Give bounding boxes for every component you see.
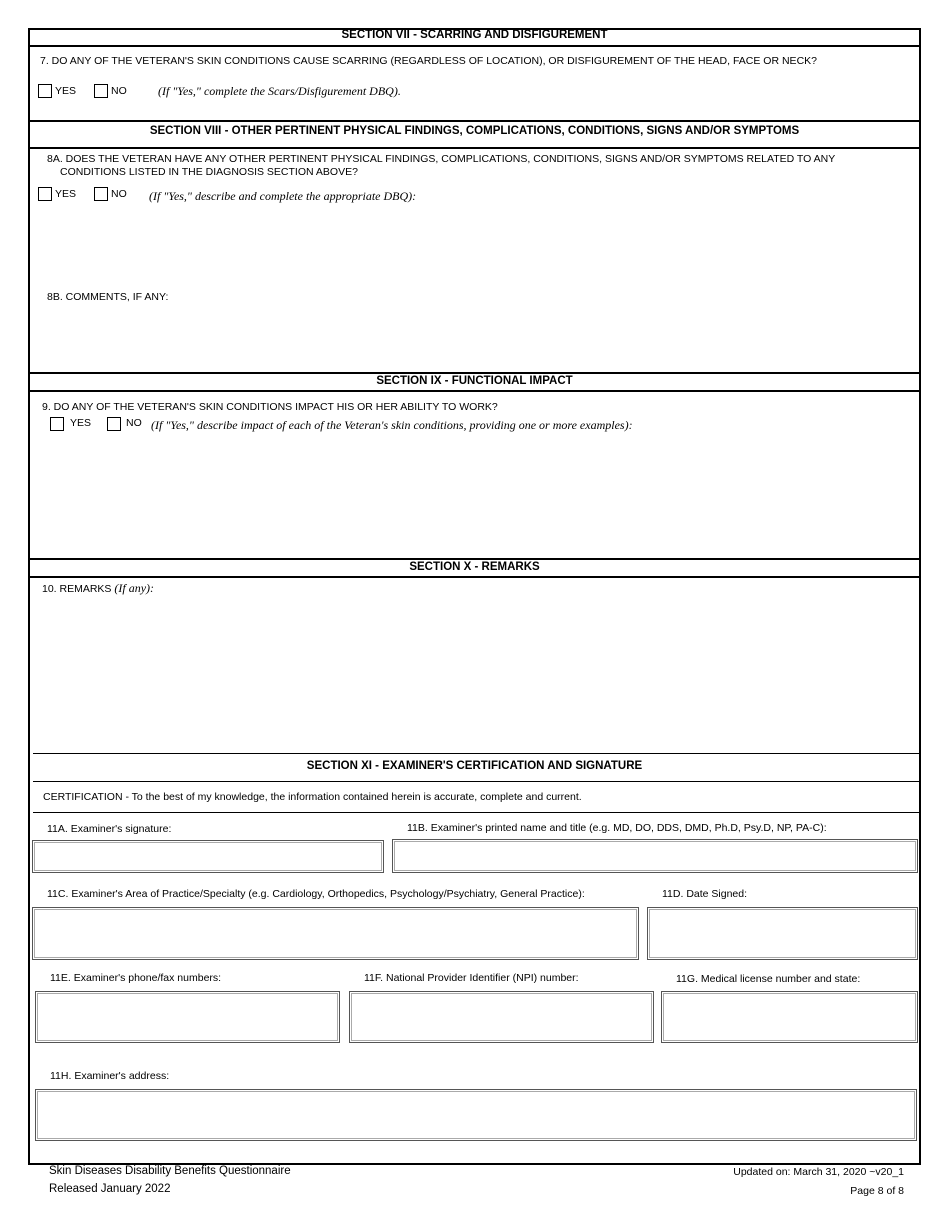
q7-no-label: NO bbox=[111, 85, 127, 97]
form-name: Skin Diseases Disability Benefits Questionnaire bbox=[49, 1165, 291, 1177]
examiner-signature-field[interactable] bbox=[32, 840, 384, 873]
q9-yes-checkbox[interactable] bbox=[50, 417, 64, 431]
section-ix-title: SECTION IX - FUNCTIONAL IMPACT bbox=[376, 375, 573, 387]
divider bbox=[28, 558, 921, 560]
question-9: 9. DO ANY OF THE VETERAN'S SKIN CONDITIONS IMPACT HIS OR HER ABILITY TO WORK? bbox=[42, 401, 498, 413]
label-11c: 11C. Examiner's Area of Practice/Specialty (e.g. Cardiology, Orthopedics, Psychology/Psychiatry, General Practice): bbox=[47, 888, 585, 900]
date-signed-field[interactable] bbox=[647, 907, 918, 960]
q9-no-label: NO bbox=[126, 417, 142, 429]
q7-hint: (If "Yes," complete the Scars/Disfigurement DBQ). bbox=[158, 84, 401, 98]
question-8b: 8B. COMMENTS, IF ANY: bbox=[47, 291, 169, 303]
divider bbox=[28, 147, 921, 149]
section-vii-title: SECTION VII - SCARRING AND DISFIGUREMENT bbox=[341, 29, 608, 41]
q8a-yes-checkbox[interactable] bbox=[38, 187, 52, 201]
divider bbox=[33, 812, 919, 813]
q8a-yes-label: YES bbox=[55, 188, 77, 200]
label-11h: 11H. Examiner's address: bbox=[50, 1070, 170, 1082]
q7-yes-label: YES bbox=[55, 85, 77, 97]
divider bbox=[33, 753, 919, 754]
label-11d: 11D. Date Signed: bbox=[662, 888, 748, 900]
release-date: Released January 2022 bbox=[49, 1183, 171, 1195]
section-viii-title: SECTION VIII - OTHER PERTINENT PHYSICAL FINDINGS, COMPLICATIONS, CONDITIONS, SIGNS AND/OR SYMPTOMS bbox=[149, 125, 800, 137]
q8a-no-checkbox[interactable] bbox=[94, 187, 108, 201]
phone-fax-field[interactable] bbox=[35, 991, 340, 1043]
q7-yes-checkbox[interactable] bbox=[38, 84, 52, 98]
medical-license-field[interactable] bbox=[661, 991, 918, 1043]
divider bbox=[28, 390, 921, 392]
label-11b: 11B. Examiner's printed name and title (e.g. MD, DO, DDS, DMD, Ph.D, Psy.D, NP, PA-C): bbox=[407, 822, 827, 834]
divider bbox=[28, 372, 921, 374]
q9-hint: (If "Yes," describe impact of each of the Veteran's skin conditions, providing one or more examples): bbox=[151, 418, 633, 432]
divider bbox=[28, 45, 921, 47]
question-10-label: 10. REMARKS bbox=[42, 583, 112, 595]
label-11g: 11G. Medical license number and state: bbox=[676, 973, 861, 985]
label-11f: 11F. National Provider Identifier (NPI) number: bbox=[364, 972, 579, 984]
q9-yes-label: YES bbox=[70, 417, 92, 429]
section-x-title: SECTION X - REMARKS bbox=[409, 561, 540, 573]
examiner-specialty-field[interactable] bbox=[32, 907, 639, 960]
question-10 bbox=[42, 581, 154, 596]
npi-number-field[interactable] bbox=[349, 991, 654, 1043]
label-11e: 11E. Examiner's phone/fax numbers: bbox=[50, 972, 222, 984]
updated-date: Updated on: March 31, 2020 ~v20_1 bbox=[733, 1166, 904, 1178]
page-number: Page 8 of 8 bbox=[850, 1185, 904, 1197]
q7-no-checkbox[interactable] bbox=[94, 84, 108, 98]
q8a-hint: (If "Yes," describe and complete the appropriate DBQ): bbox=[149, 189, 417, 203]
question-10-hint: (If any): bbox=[114, 581, 155, 595]
divider bbox=[33, 781, 919, 782]
q9-no-checkbox[interactable] bbox=[107, 417, 121, 431]
divider bbox=[28, 576, 921, 578]
question-8a-line2: CONDITIONS LISTED IN THE DIAGNOSIS SECTION ABOVE? bbox=[60, 166, 358, 178]
certification-text: CERTIFICATION - To the best of my knowledge, the information contained herein is accurate, complete and current. bbox=[43, 791, 582, 803]
label-11a: 11A. Examiner's signature: bbox=[47, 823, 172, 835]
examiner-name-title-field[interactable] bbox=[392, 839, 918, 873]
question-7: 7. DO ANY OF THE VETERAN'S SKIN CONDITIONS CAUSE SCARRING (REGARDLESS OF LOCATION), OR DISFIGUREMENT OF THE HEAD, FACE OR NECK? bbox=[40, 55, 817, 67]
examiner-address-field[interactable] bbox=[35, 1089, 917, 1141]
divider bbox=[28, 120, 921, 122]
section-xi-title: SECTION XI - EXAMINER'S CERTIFICATION AND SIGNATURE bbox=[306, 760, 643, 772]
q8a-no-label: NO bbox=[111, 188, 127, 200]
question-8a-line1: 8A. DOES THE VETERAN HAVE ANY OTHER PERTINENT PHYSICAL FINDINGS, COMPLICATIONS, CONDITIONS, SIGNS AND/OR SYMPTOMS RELATED TO ANY bbox=[47, 153, 836, 165]
